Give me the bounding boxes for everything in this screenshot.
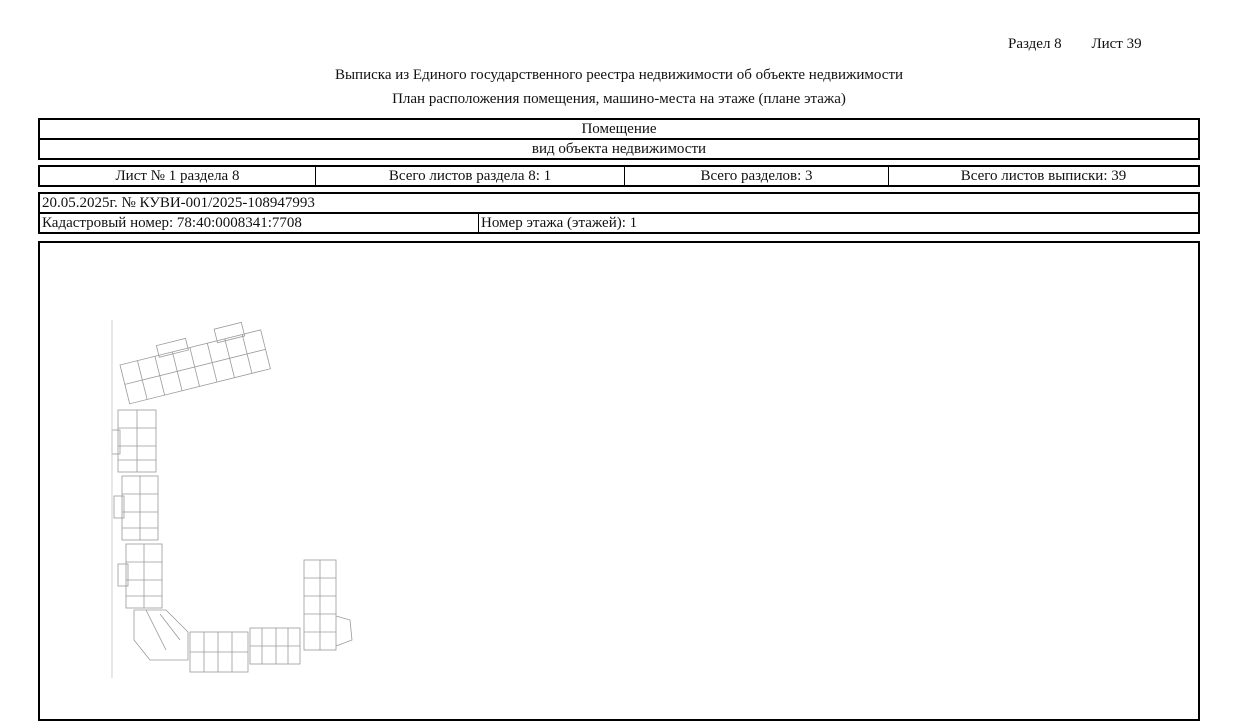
cadastral-row: [38, 212, 1200, 234]
total-sections-cell: Всего разделов: 3: [624, 167, 888, 185]
page-header-right: [1008, 36, 1142, 53]
cadastral-number: Кадастровый номер: 78:40:0008341:7708: [42, 215, 302, 231]
total-sheets-extract-cell: Всего листов выписки: 39: [888, 167, 1198, 185]
document-title: Выписка из Единого государственного реестра недвижимости об объекте недвижимости: [334, 67, 904, 83]
section-label: Раздел 8: [1008, 36, 1062, 52]
total-sheets-section-cell: Всего листов раздела 8: 1: [315, 167, 624, 185]
sheets-row: [38, 165, 1200, 187]
object-kind-row: [38, 138, 1200, 160]
date-number-row: [38, 192, 1200, 214]
floor-number: Номер этажа (этажей): 1: [478, 214, 1198, 232]
sheet-label: Лист 39: [1091, 36, 1142, 52]
sheet-number-cell: Лист № 1 раздела 8: [115, 168, 240, 184]
object-name: Помещение: [581, 121, 657, 137]
floor-plan-drawing: [100, 310, 370, 690]
document-subtitle: План расположения помещения, машино-места на этаже (плане этажа): [392, 91, 846, 107]
object-kind-label: вид объекта недвижимости: [531, 141, 707, 157]
date-number: 20.05.2025г. № КУВИ-001/2025-108947993: [42, 195, 315, 211]
object-name-row: [38, 118, 1200, 140]
